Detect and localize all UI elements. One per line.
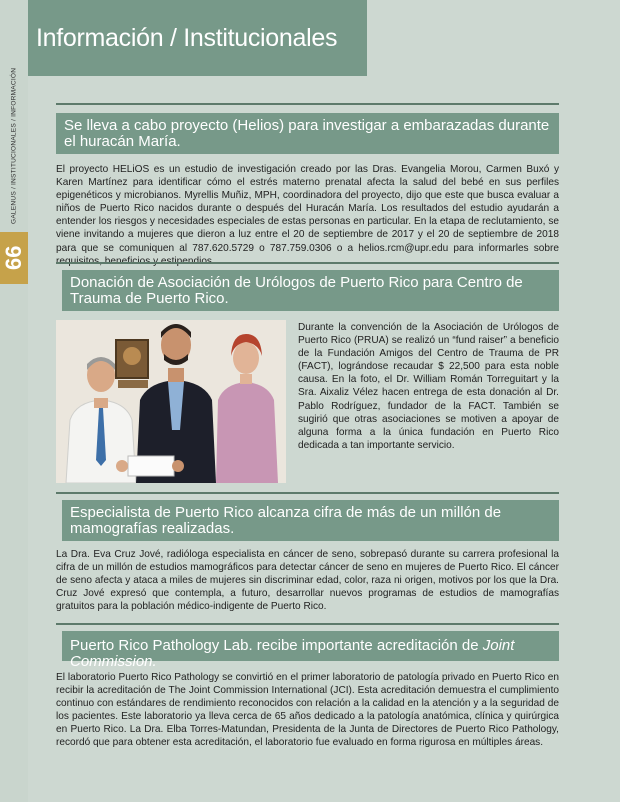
section-rule xyxy=(56,262,559,264)
section-2-title: Donación de Asociación de Urólogos de Puerto Rico para Centro de Trauma de Puerto Rico. xyxy=(62,270,559,311)
section-rule xyxy=(56,623,559,625)
side-section-label: GALENUS / INSTITUCIONALES / INFORMACIÓN xyxy=(10,67,18,224)
donation-photo xyxy=(56,320,286,483)
section-3-title: Especialista de Puerto Rico alcanza cifra de más de un millón de mamografías realizadas. xyxy=(62,500,559,541)
section-2-body: Durante la convención de la Asociación de Urólogos de Puerto Rico (PRUA) se realizó un “fund raiser” a beneficio de la Fundación Amigos del Centro de Trauma de PR (FACT), lográndose recaudar $ 22,500 para esta noble causa. En la foto, el Dr. William Román Torreguitart y la Sra. Aixaliz Vélez hacen entrega de esta donación al Dr. Pablo Rodríguez, fundador de la FACT. También se sugirió que otras asociaciones se motiven a apoyar de alguna forma a la única fundación en Puerto Rico dedicada a tan importante servicio. xyxy=(298,322,559,451)
section-rule xyxy=(56,492,559,494)
section-rule xyxy=(56,103,559,105)
section-3-body: La Dra. Eva Cruz Jové, radióloga especialista en cáncer de seno, sobrepasó durante su carrera profesional la cifra de un millón de estudios mamográficos para detectar cáncer de seno en mujeres de Puerto Rico. El cáncer de seno afecta y ataca a miles de mujeres sin discriminar edad, color, raza ni origen, motivos por los que la Dra. Cruz Jové expresó que contempla, a futuro, desarrollar nuevos programas de estudios de mamografías gratuitos para la población médico-indigente de Puerto Rico. xyxy=(56,549,559,613)
donation-photo-illustration xyxy=(56,320,286,483)
section-1-body: El proyecto HELiOS es un estudio de investigación creado por las Dras. Evangelia Morou, Carmen Buxó y Karen Martínez para identificar cómo el estrés materno prenatal afecta la salud del bebé en sus perfiles epigenéticos y microbianos. Myrellis Muñiz, MPH, coordinadora del proyecto, dijo que este que busca evaluar a niños de Puerto Rico nacidos durante o después del Huracán María. Los resultados del estudio ayudarán a entender los riesgos y necesidades especiales de estas personas en particular. En la etapa de reclutamiento, se viene invitando a mujeres que dieron a luz entre el 20 de septiembre de 2017 y el 20 de septiembre de 2018 para que se comuniquen al 787.620.5729 o 787.759.0306 o a helios.rcm@upr.edu para informarles sobre xyxy=(56,164,559,254)
page-title: Información / Institucionales xyxy=(36,24,338,52)
section-4-title-italic: Joint Commission. xyxy=(70,637,515,670)
section-1-title: Se lleva a cabo proyecto (Helios) para investigar a embarazadas durante el huracán María. xyxy=(56,113,559,154)
page-number: 66 xyxy=(1,245,26,271)
section-4-title-main: Puerto Rico Pathology Lab. recibe importante acreditación de xyxy=(70,637,483,654)
section-4-title xyxy=(62,631,559,670)
section-4-body: El laboratorio Puerto Rico Pathology se convirtió en el primer laboratorio de patología privado en Puerto Rico en recibir la acreditación de The Joint Commission International (JCI). Esta acreditación demuestra el cumplimiento continuo con estándares de rendimiento reconocidos con relación a la calidad en la atención y a la seguridad de los pacientes. Este laboratorio ya lleva cerca de 65 años dedicado a la patología anatómica, clínica y quirúrgica en Puerto Rico. La Dra. Elba Torres-Matundan, Presidenta de la Junta de Directores de Puerto Rico Pathology, recordó que para obtener esta acreditación, el laboratorio fue evaluado en forma rigurosa en múltiples áreas. xyxy=(56,672,559,749)
